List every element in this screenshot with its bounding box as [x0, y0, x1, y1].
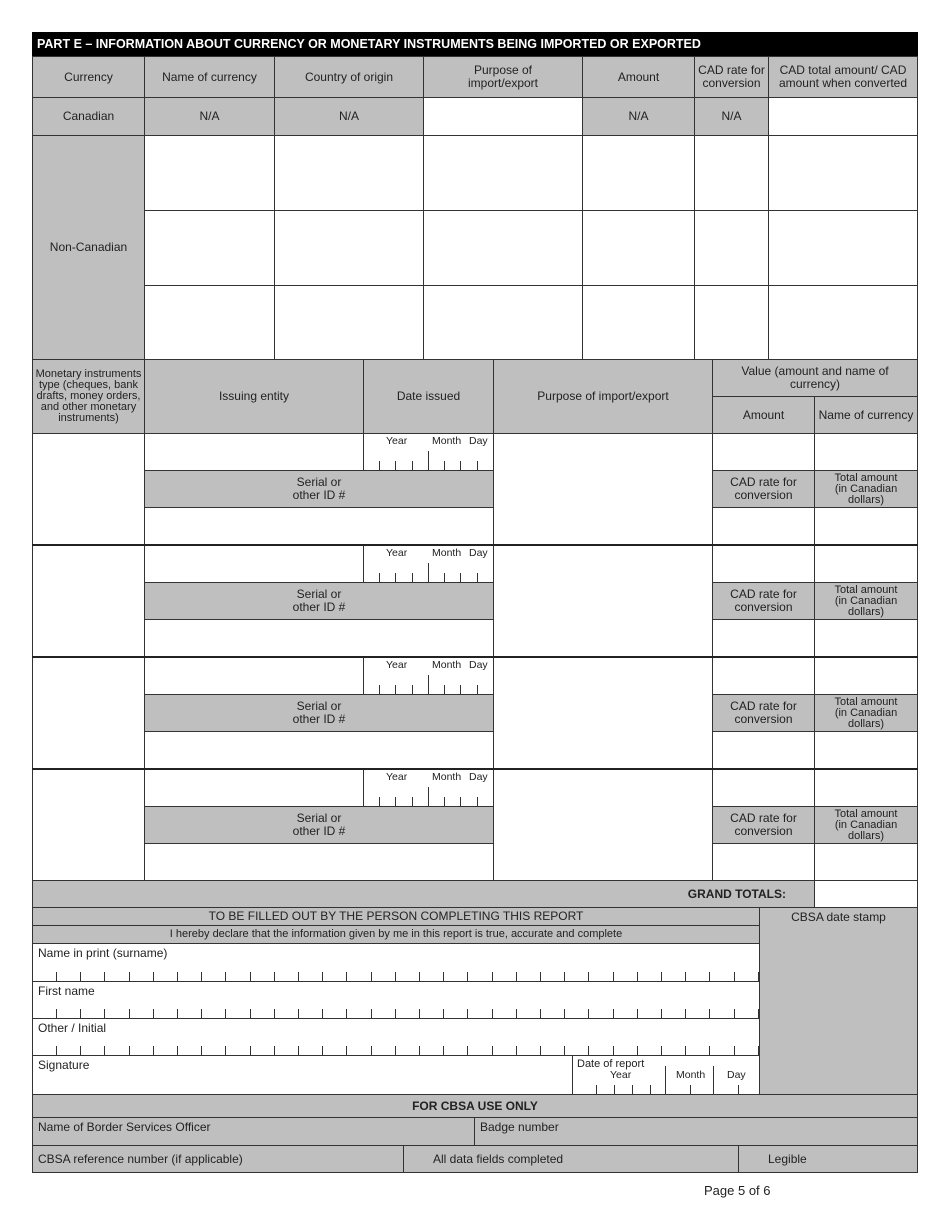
name-char-tick: [201, 972, 202, 981]
date-day-label: Day: [469, 547, 488, 559]
non-canadian-cell[interactable]: [274, 210, 424, 286]
surname-field[interactable]: [32, 943, 760, 982]
name-char-tick: [443, 1046, 444, 1055]
name-char-tick: [250, 1046, 251, 1055]
date-month-label: Month: [432, 659, 462, 671]
name-char-tick: [129, 972, 130, 981]
name-char-tick: [613, 1009, 614, 1018]
name-char-tick: [467, 1009, 468, 1018]
name-char-tick: [709, 1009, 710, 1018]
instrument-type-field[interactable]: [32, 657, 145, 769]
name-char-tick: [346, 1009, 347, 1018]
name-char-tick: [613, 972, 614, 981]
name-char-tick: [419, 1009, 420, 1018]
name-char-tick: [201, 1046, 202, 1055]
value-currency-field[interactable]: [814, 769, 918, 807]
col-cad-total: CAD total amount/ CAD amount when converted: [768, 56, 918, 98]
name-char-tick: [492, 1046, 493, 1055]
name-char-tick: [540, 1046, 541, 1055]
cad-rate-label: CAD rate for conversion: [712, 694, 815, 732]
name-char-tick: [588, 1046, 589, 1055]
name-char-tick: [274, 972, 275, 981]
badge-number-label: Badge number: [480, 1120, 559, 1134]
date-report-divider: [665, 1066, 666, 1095]
name-char-tick: [685, 972, 686, 981]
block-separator: [32, 656, 918, 658]
name-char-tick: [322, 1009, 323, 1018]
total-amount-field[interactable]: [814, 731, 918, 769]
date-day-label: Day: [469, 435, 488, 447]
date-of-report-label: Date of report: [577, 1058, 645, 1070]
name-char-tick: [588, 1009, 589, 1018]
non-canadian-cell[interactable]: [582, 135, 695, 211]
name-char-tick: [153, 1009, 154, 1018]
other-initial-label: Other / Initial: [38, 1021, 107, 1035]
name-char-tick: [734, 1046, 735, 1055]
col-value-currency-name: Name of currency: [814, 396, 918, 434]
name-char-tick: [516, 972, 517, 981]
name-char-tick: [371, 1046, 372, 1055]
canadian-country-na: N/A: [274, 97, 424, 136]
name-char-tick: [56, 972, 57, 981]
col-currency: Currency: [32, 56, 145, 98]
serial-label: Serial or other ID #: [144, 470, 494, 508]
name-char-tick: [758, 1009, 759, 1018]
name-char-tick: [177, 1046, 178, 1055]
cad-rate-label: CAD rate for conversion: [712, 582, 815, 620]
serial-label: Serial or other ID #: [144, 582, 494, 620]
name-char-tick: [56, 1009, 57, 1018]
date-report-month-label: Month: [676, 1069, 706, 1081]
name-char-tick: [758, 972, 759, 981]
value-currency-field[interactable]: [814, 545, 918, 583]
row-non-canadian-label: Non-Canadian: [32, 135, 145, 360]
non-canadian-cell[interactable]: [274, 135, 424, 211]
col-country-of-origin: Country of origin: [274, 56, 424, 98]
date-divider: [428, 563, 429, 583]
block-separator: [32, 768, 918, 770]
row-canadian-label: Canadian: [32, 97, 145, 136]
page-number: Page 5 of 6: [704, 1183, 771, 1198]
name-char-tick: [250, 1009, 251, 1018]
date-day-label: Day: [469, 659, 488, 671]
officer-name-field[interactable]: [32, 1117, 475, 1146]
name-char-tick: [80, 972, 81, 981]
name-char-tick: [492, 972, 493, 981]
reference-number-field[interactable]: [32, 1145, 404, 1173]
total-amount-field[interactable]: [814, 619, 918, 657]
name-char-tick: [564, 972, 565, 981]
date-month-label: Month: [432, 547, 462, 559]
signature-label: Signature: [38, 1058, 90, 1072]
all-fields-completed-field[interactable]: [403, 1145, 739, 1173]
name-char-tick: [395, 1009, 396, 1018]
cad-rate-label: CAD rate for conversion: [712, 806, 815, 844]
total-amount-field[interactable]: [814, 507, 918, 545]
canadian-rate-na: N/A: [694, 97, 769, 136]
name-char-tick: [177, 972, 178, 981]
surname-label: Name in print (surname): [38, 946, 168, 960]
name-char-tick: [395, 972, 396, 981]
name-char-tick: [201, 1009, 202, 1018]
instrument-type-field[interactable]: [32, 769, 145, 881]
name-char-tick: [613, 1046, 614, 1055]
name-char-tick: [274, 1046, 275, 1055]
other-initial-field[interactable]: [32, 1018, 760, 1056]
name-char-tick: [129, 1046, 130, 1055]
value-amount-field[interactable]: [712, 769, 815, 807]
serial-field[interactable]: [144, 731, 494, 769]
declaration-statement: I hereby declare that the information given by me in this report is true, accurate and complete: [32, 925, 760, 944]
name-char-tick: [637, 1046, 638, 1055]
name-char-tick: [443, 972, 444, 981]
name-char-tick: [516, 1046, 517, 1055]
non-canadian-cell[interactable]: [423, 210, 583, 286]
instrument-purpose-field[interactable]: [493, 769, 713, 881]
value-amount-field[interactable]: [712, 433, 815, 471]
date-divider: [428, 451, 429, 471]
date-day-label: Day: [469, 771, 488, 783]
name-char-tick: [709, 1046, 710, 1055]
non-canadian-cell[interactable]: [582, 285, 695, 360]
canadian-amount-na: N/A: [582, 97, 695, 136]
non-canadian-cell[interactable]: [694, 210, 769, 286]
name-char-tick: [322, 1046, 323, 1055]
name-char-tick: [371, 972, 372, 981]
grand-totals-label: GRAND TOTALS:: [32, 880, 815, 908]
date-divider: [428, 787, 429, 807]
date-report-tick: [614, 1085, 615, 1094]
all-fields-completed-label: All data fields completed: [433, 1151, 564, 1166]
col-cad-rate: CAD rate for conversion: [694, 56, 769, 98]
col-issuing-entity: Issuing entity: [144, 359, 364, 434]
serial-label: Serial or other ID #: [144, 806, 494, 844]
serial-field[interactable]: [144, 507, 494, 545]
reference-number-label: CBSA reference number (if applicable): [38, 1151, 243, 1166]
name-char-tick: [443, 1009, 444, 1018]
instrument-type-label: Monetary instruments type (cheques, bank drafts, money orders, and other monetary instruments): [32, 359, 145, 434]
name-char-tick: [80, 1046, 81, 1055]
issuing-entity-field[interactable]: [144, 769, 364, 807]
name-char-tick: [225, 972, 226, 981]
instrument-type-field[interactable]: [32, 545, 145, 657]
first-name-label: First name: [38, 984, 95, 998]
name-char-tick: [419, 1046, 420, 1055]
total-amount-label: Total amount (in Canadian dollars): [814, 470, 918, 508]
name-char-tick: [395, 1046, 396, 1055]
date-report-tick: [596, 1085, 597, 1094]
name-char-tick: [371, 1009, 372, 1018]
part-e-header: PART E – INFORMATION ABOUT CURRENCY OR MONETARY INSTRUMENTS BEING IMPORTED OR EXPORTED: [32, 32, 918, 56]
name-char-tick: [225, 1009, 226, 1018]
non-canadian-cell[interactable]: [144, 285, 275, 360]
name-char-tick: [758, 1046, 759, 1055]
cad-rate-field[interactable]: [712, 731, 815, 769]
col-value-amount: Amount: [712, 396, 815, 434]
date-report-divider: [713, 1066, 714, 1095]
issuing-entity-field[interactable]: [144, 545, 364, 583]
name-char-tick: [298, 972, 299, 981]
total-amount-label: Total amount (in Canadian dollars): [814, 806, 918, 844]
cad-rate-field[interactable]: [712, 619, 815, 657]
name-char-tick: [709, 972, 710, 981]
non-canadian-cell[interactable]: [768, 210, 918, 286]
name-char-tick: [685, 1046, 686, 1055]
signature-field[interactable]: [32, 1055, 573, 1095]
date-report-tick: [650, 1085, 651, 1094]
date-month-label: Month: [432, 435, 462, 447]
col-instrument-purpose: Purpose of import/export: [493, 359, 713, 434]
legible-label: Legible: [768, 1151, 807, 1166]
name-char-tick: [564, 1046, 565, 1055]
non-canadian-cell[interactable]: [144, 135, 275, 211]
name-char-tick: [467, 1046, 468, 1055]
canadian-purpose-field[interactable]: [423, 97, 583, 136]
instrument-purpose-field[interactable]: [493, 433, 713, 545]
name-char-tick: [129, 1009, 130, 1018]
name-char-tick: [56, 1046, 57, 1055]
name-char-tick: [540, 1009, 541, 1018]
name-char-tick: [153, 1046, 154, 1055]
date-report-year-label: Year: [610, 1069, 632, 1081]
col-value-header: Value (amount and name of currency): [712, 359, 918, 397]
col-name-of-currency: Name of currency: [144, 56, 275, 98]
name-char-tick: [467, 972, 468, 981]
name-char-tick: [104, 1046, 105, 1055]
non-canadian-cell[interactable]: [694, 135, 769, 211]
date-report-tick: [690, 1085, 691, 1094]
cad-rate-label: CAD rate for conversion: [712, 470, 815, 508]
name-char-tick: [298, 1009, 299, 1018]
issuing-entity-field[interactable]: [144, 657, 364, 695]
non-canadian-cell[interactable]: [582, 210, 695, 286]
name-char-tick: [516, 1009, 517, 1018]
name-char-tick: [492, 1009, 493, 1018]
col-purpose: Purpose of import/export: [423, 56, 583, 98]
canadian-total-field[interactable]: [768, 97, 918, 136]
block-separator: [32, 544, 918, 546]
value-amount-field[interactable]: [712, 545, 815, 583]
name-char-tick: [588, 972, 589, 981]
name-char-tick: [419, 972, 420, 981]
name-char-tick: [685, 1009, 686, 1018]
serial-label: Serial or other ID #: [144, 694, 494, 732]
non-canadian-cell[interactable]: [144, 210, 275, 286]
name-char-tick: [661, 972, 662, 981]
total-amount-label: Total amount (in Canadian dollars): [814, 694, 918, 732]
name-char-tick: [637, 972, 638, 981]
serial-field[interactable]: [144, 843, 494, 881]
date-year-label: Year: [386, 435, 408, 447]
non-canadian-cell[interactable]: [274, 285, 424, 360]
name-char-tick: [734, 972, 735, 981]
grand-totals-field[interactable]: [814, 880, 918, 908]
name-char-tick: [346, 1046, 347, 1055]
total-amount-label: Total amount (in Canadian dollars): [814, 582, 918, 620]
name-char-tick: [104, 972, 105, 981]
instrument-purpose-field[interactable]: [493, 657, 713, 769]
first-name-field[interactable]: [32, 981, 760, 1019]
name-char-tick: [104, 1009, 105, 1018]
declaration-title: TO BE FILLED OUT BY THE PERSON COMPLETING THIS REPORT: [32, 907, 760, 926]
name-char-tick: [274, 1009, 275, 1018]
name-char-tick: [225, 1046, 226, 1055]
name-char-tick: [564, 1009, 565, 1018]
name-char-tick: [734, 1009, 735, 1018]
cbsa-date-stamp: CBSA date stamp: [759, 907, 918, 1095]
value-currency-field[interactable]: [814, 657, 918, 695]
non-canadian-cell[interactable]: [768, 285, 918, 360]
date-month-label: Month: [432, 771, 462, 783]
col-amount: Amount: [582, 56, 695, 98]
cad-rate-field[interactable]: [712, 843, 815, 881]
date-year-label: Year: [386, 547, 408, 559]
date-report-day-label: Day: [727, 1069, 746, 1081]
name-char-tick: [250, 972, 251, 981]
cad-rate-field[interactable]: [712, 507, 815, 545]
non-canadian-cell[interactable]: [694, 285, 769, 360]
name-char-tick: [298, 1046, 299, 1055]
date-report-tick: [738, 1085, 739, 1094]
officer-name-label: Name of Border Services Officer: [38, 1120, 211, 1134]
value-amount-field[interactable]: [712, 657, 815, 695]
date-year-label: Year: [386, 659, 408, 671]
name-char-tick: [540, 972, 541, 981]
value-currency-field[interactable]: [814, 433, 918, 471]
instrument-type-field[interactable]: [32, 433, 145, 545]
name-char-tick: [322, 972, 323, 981]
name-char-tick: [661, 1009, 662, 1018]
name-char-tick: [80, 1009, 81, 1018]
canadian-name-na: N/A: [144, 97, 275, 136]
name-char-tick: [153, 972, 154, 981]
legible-field[interactable]: [738, 1145, 918, 1173]
non-canadian-cell[interactable]: [423, 285, 583, 360]
name-char-tick: [177, 1009, 178, 1018]
badge-number-field[interactable]: [474, 1117, 918, 1146]
instrument-purpose-field[interactable]: [493, 545, 713, 657]
date-report-tick: [632, 1085, 633, 1094]
name-char-tick: [661, 1046, 662, 1055]
serial-field[interactable]: [144, 619, 494, 657]
date-year-label: Year: [386, 771, 408, 783]
issuing-entity-field[interactable]: [144, 433, 364, 471]
name-char-tick: [346, 972, 347, 981]
col-date-issued: Date issued: [363, 359, 494, 434]
non-canadian-cell[interactable]: [768, 135, 918, 211]
name-char-tick: [637, 1009, 638, 1018]
date-divider: [428, 675, 429, 695]
cbsa-use-title: FOR CBSA USE ONLY: [32, 1094, 918, 1118]
non-canadian-cell[interactable]: [423, 135, 583, 211]
total-amount-field[interactable]: [814, 843, 918, 881]
